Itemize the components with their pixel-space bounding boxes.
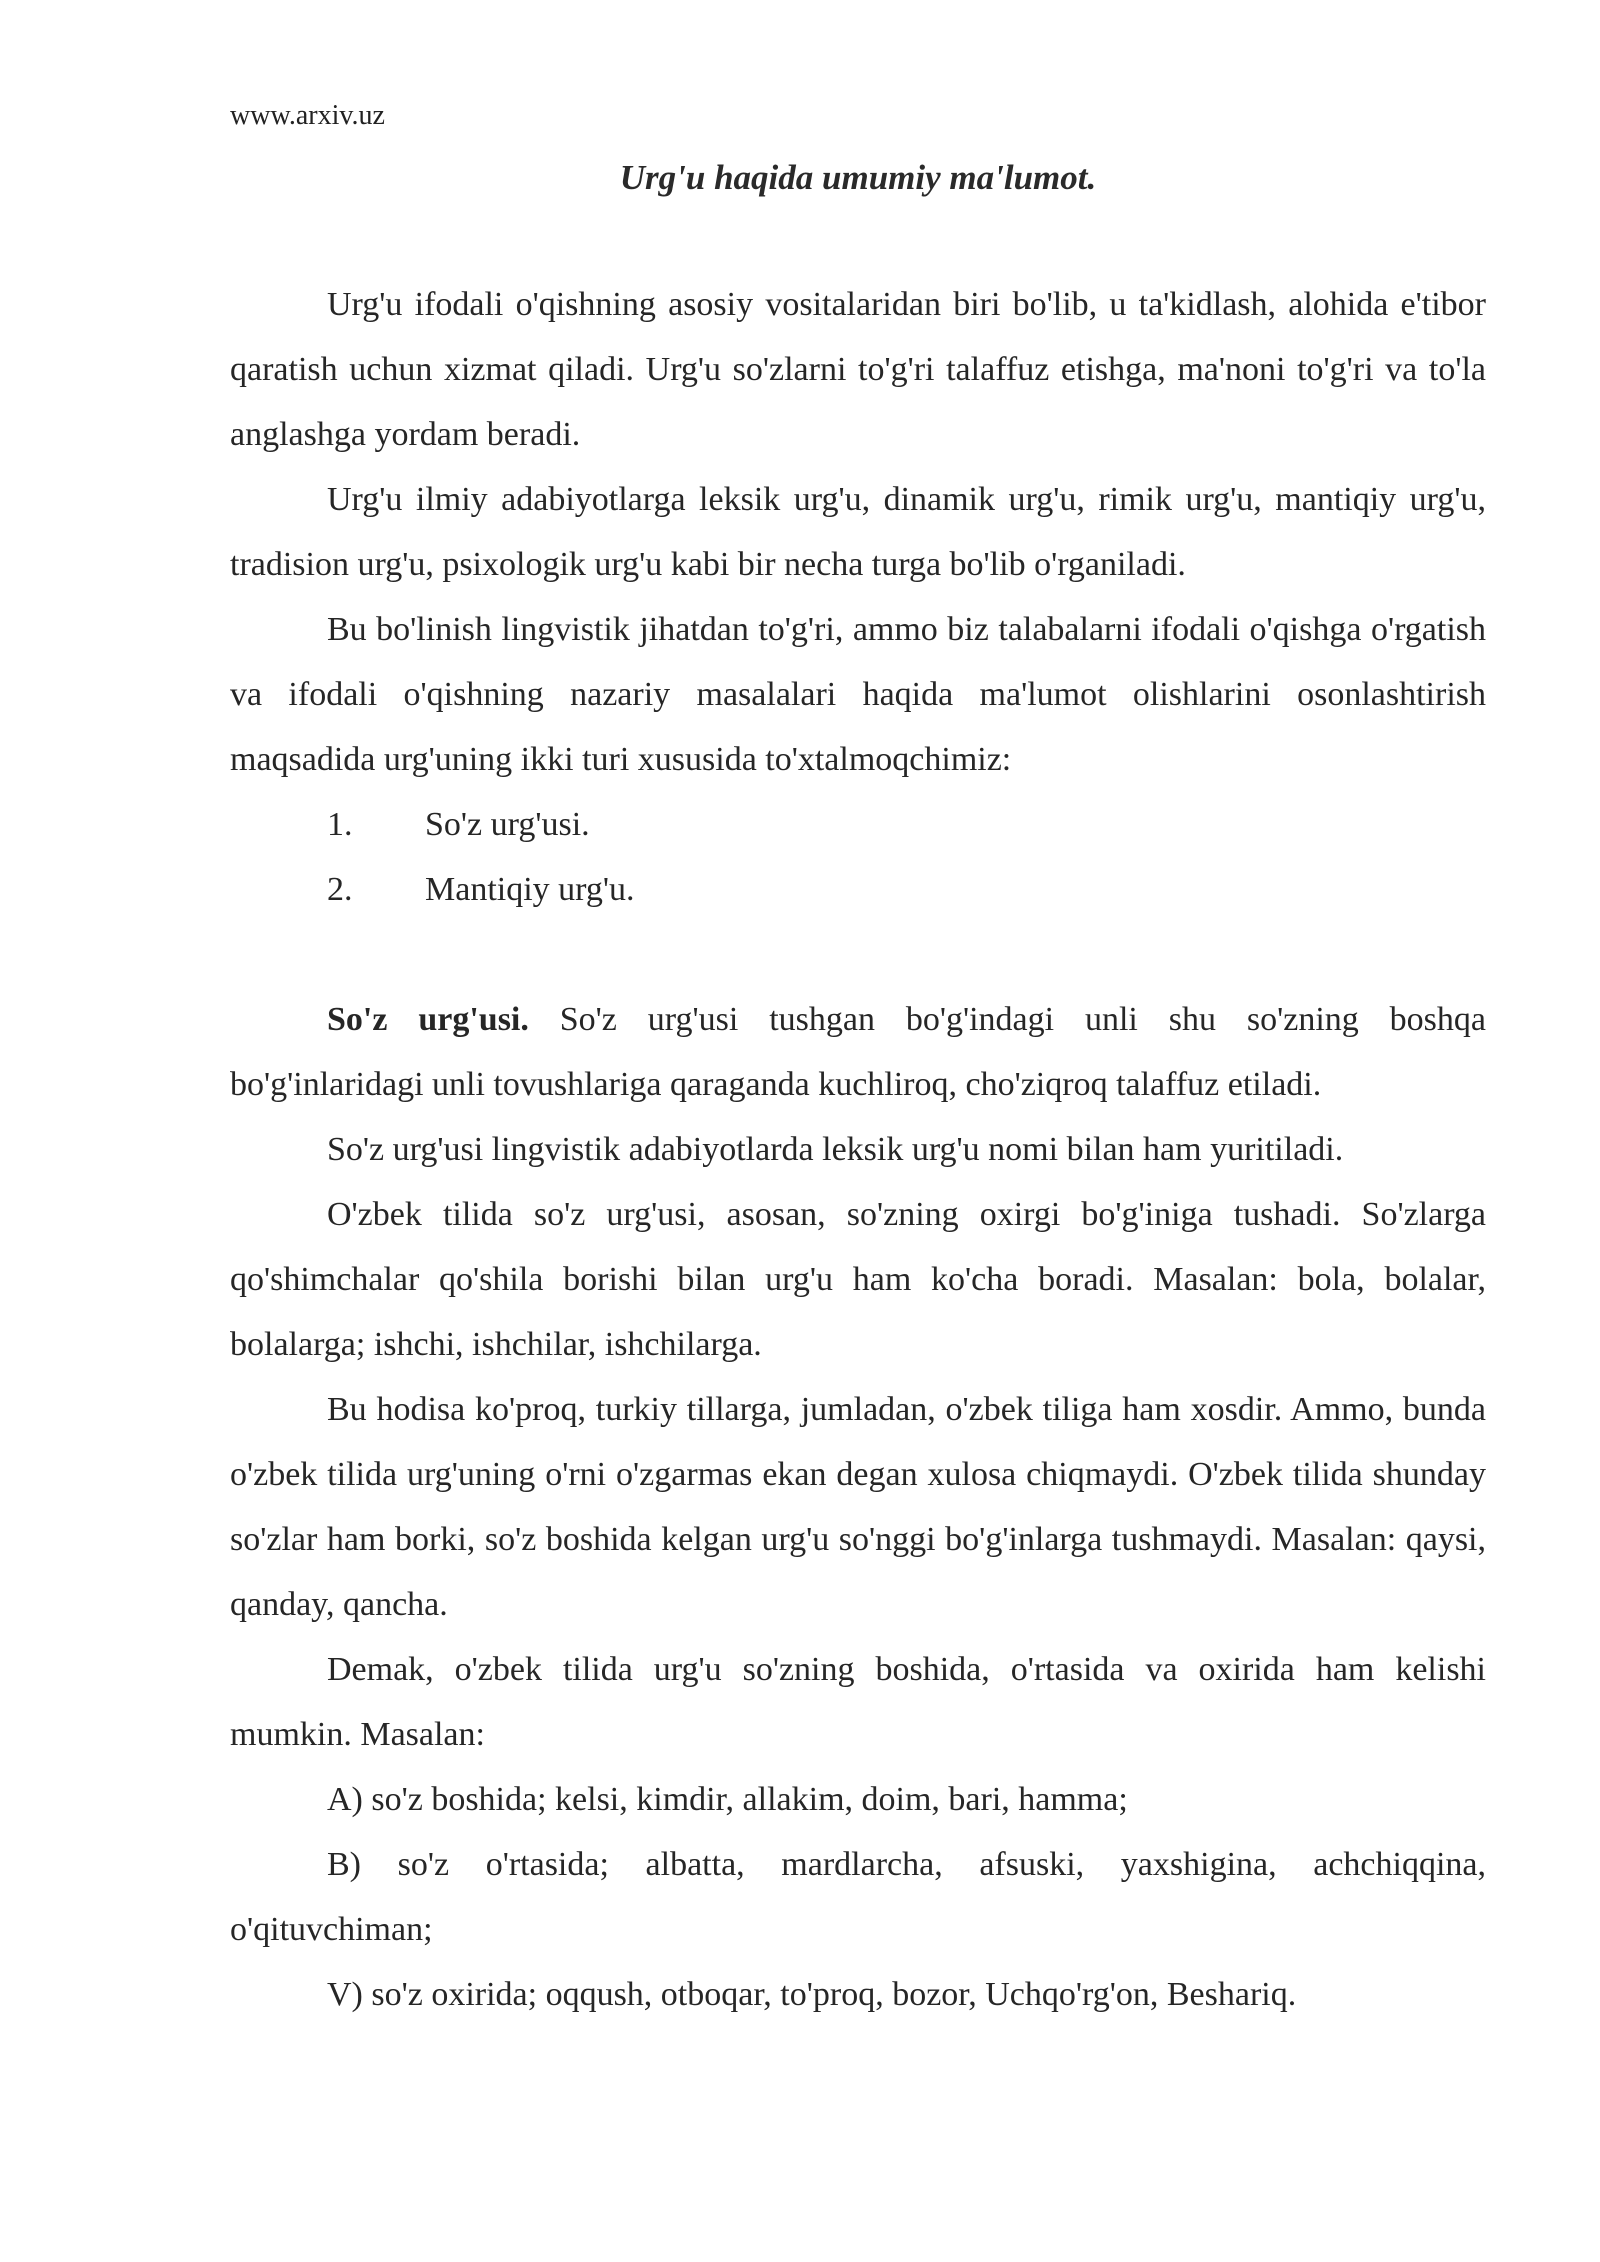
paragraph [230,987,1486,1117]
list-item [230,857,1486,922]
list-number: 1. [327,806,353,843]
paragraph: So'z urg'usi lingvistik adabiyotlarda leksik urg'u nomi bilan ham yuritiladi. [327,1131,1344,1168]
blank-line [230,922,1486,987]
section-heading: So'z urg'usi. [327,1001,529,1038]
paragraph: Demak, o'zbek tilida urg'u so'zning boshida, o'rtasida va oxirida ham kelishi mumkin. Masalan: [230,1651,1486,1753]
document-body [230,272,1486,2027]
paragraph: O'zbek tilida so'z urg'usi, asosan, so'zning oxirgi bo'g'iniga tushadi. So'zlarga qo'shimchalar qo'shila borishi bilan urg'u ham ko'cha boradi. Masalan: bola, bolalar, bolalarga; ishchi, ishchilar, ishchilarga. [230,1196,1486,1363]
paragraph-text: So'z urg'usi tushgan bo'g'indagi unli shu so'zning boshqa bo'g'inlaridagi unli tovushlariga qaraganda kuchliroq, cho'ziqroq talaffuz etiladi. [230,1001,1486,1103]
paragraph: Bu hodisa ko'proq, turkiy tillarga, jumladan, o'zbek tiliga ham xosdir. Ammo, bunda o'zbek tilida urg'uning o'rni o'zgarmas ekan degan xulosa chiqmaydi. O'zbek tilida shunday so'zlar ham borki, so'z boshida kelgan urg'u so'nggi bo'g'inlarga tushmaydi. Masalan: qaysi, qanday, qancha. [230,1391,1486,1623]
paragraph: B) so'z o'rtasida; albatta, mardlarcha, afsuski, yaxshigina, achchiqqina, o'qituvchiman; [230,1846,1486,1948]
site-header: www.arxiv.uz [230,100,385,131]
document-title: Urg'u haqida umumiy ma'lumot. [619,158,1097,197]
paragraph: Urg'u ilmiy adabiyotlarga leksik urg'u, dinamik urg'u, rimik urg'u, mantiqiy urg'u, tradision urg'u, psixologik urg'u kabi bir necha turga bo'lib o'rganiladi. [230,481,1486,583]
list-item [230,792,1486,857]
paragraph: Bu bo'linish lingvistik jihatdan to'g'ri, ammo biz talabalarni ifodali o'qishga o'rgatish va ifodali o'qishning nazariy masalalari haqida ma'lumot olishlarini osonlashtirish maqsadida urg'uning ikki turi xususida to'xtalmoqchimiz: [230,611,1486,778]
list-text: Mantiqiy urg'u. [425,871,635,908]
paragraph: A) so'z boshida; kelsi, kimdir, allakim, doim, bari, hamma; [327,1781,1128,1818]
list-text: So'z urg'usi. [425,806,590,843]
list-number: 2. [327,871,353,908]
paragraph: Urg'u ifodali o'qishning asosiy vositalaridan biri bo'lib, u ta'kidlash, alohida e'tibor qaratish uchun xizmat qiladi. Urg'u so'zlarni to'g'ri talaffuz etishga, ma'noni to'g'ri va to'la anglashga yordam beradi. [230,286,1486,453]
paragraph: V) so'z oxirida; oqqush, otboqar, to'proq, bozor, Uchqo'rg'on, Beshariq. [327,1976,1297,2013]
